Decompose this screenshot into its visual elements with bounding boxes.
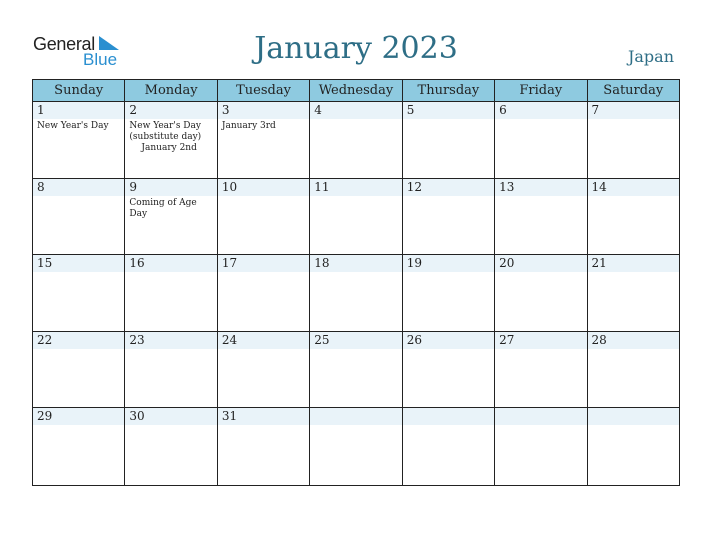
day-number-band xyxy=(588,102,679,119)
calendar-day-cell xyxy=(125,408,217,485)
day-number-band xyxy=(310,408,401,425)
holiday-list xyxy=(222,121,307,132)
holiday-list xyxy=(37,121,122,132)
day-number-band xyxy=(33,102,124,119)
weekday-header: Monday xyxy=(125,80,217,101)
calendar-day-cell xyxy=(125,102,217,178)
calendar-grid xyxy=(32,79,680,486)
day-number-band xyxy=(218,102,309,119)
calendar-day-cell xyxy=(33,332,125,408)
calendar-day-cell xyxy=(495,332,587,408)
day-number-band xyxy=(125,179,216,196)
calendar-day-cell xyxy=(310,255,402,331)
calendar-day-cell xyxy=(588,255,679,331)
day-number: 12 xyxy=(406,179,422,194)
calendar-day-cell xyxy=(218,102,310,178)
day-number: 14 xyxy=(591,179,607,194)
day-number: 6 xyxy=(499,103,507,117)
day-number-band xyxy=(310,102,401,119)
day-number: 19 xyxy=(406,256,422,271)
calendar-day-cell xyxy=(495,408,587,485)
holiday-label: (substitute day) xyxy=(129,132,202,142)
day-number: 8 xyxy=(37,179,45,194)
day-number-band xyxy=(495,408,586,425)
holiday-label: New Year's Day xyxy=(129,121,201,131)
day-number: 1 xyxy=(37,103,45,117)
day-number: 24 xyxy=(221,332,238,347)
weekday-header: Sunday xyxy=(33,80,125,101)
day-number: 13 xyxy=(499,179,515,194)
day-number: 20 xyxy=(499,256,515,271)
calendar-day-cell xyxy=(310,102,402,178)
calendar-day-cell xyxy=(588,102,679,178)
day-number: 22 xyxy=(37,332,53,347)
day-number: 26 xyxy=(406,332,422,347)
day-number-band xyxy=(125,102,216,119)
weekday-header: Friday xyxy=(495,80,587,101)
calendar-day-cell xyxy=(125,179,217,255)
day-number: 28 xyxy=(591,332,607,347)
day-number: 15 xyxy=(37,256,53,271)
day-number-band xyxy=(588,408,679,425)
calendar-day-cell xyxy=(495,255,587,331)
day-number: 23 xyxy=(129,332,145,347)
day-number: 3 xyxy=(221,103,230,117)
calendar-day-cell xyxy=(403,332,495,408)
calendar-week-row xyxy=(33,332,679,409)
calendar-day-cell xyxy=(403,179,495,255)
calendar-day-cell xyxy=(403,408,495,485)
calendar-day-cell xyxy=(403,102,495,178)
day-number: 11 xyxy=(314,179,330,194)
day-number: 29 xyxy=(37,409,53,424)
day-number: 10 xyxy=(221,179,238,194)
calendar-day-cell xyxy=(218,332,310,408)
day-number: 31 xyxy=(221,409,238,424)
calendar-day-cell xyxy=(125,255,217,331)
calendar-day-cell xyxy=(310,179,402,255)
calendar-weeks xyxy=(33,102,679,485)
day-number: 2 xyxy=(129,103,138,117)
weekday-header: Wednesday xyxy=(310,80,402,101)
day-number: 7 xyxy=(591,103,600,117)
calendar-day-cell xyxy=(33,255,125,331)
calendar-day-cell xyxy=(33,102,125,178)
calendar-day-cell xyxy=(310,332,402,408)
day-number: 5 xyxy=(406,103,415,117)
holiday-label: New Year's Day xyxy=(37,121,109,131)
day-number: 30 xyxy=(129,409,145,424)
day-number: 27 xyxy=(499,332,515,347)
weekday-header: Saturday xyxy=(603,83,664,98)
day-number-band xyxy=(403,408,494,425)
calendar-day-cell xyxy=(218,179,310,255)
calendar-day-cell xyxy=(495,102,587,178)
calendar-week-row xyxy=(33,179,679,256)
weekday-header-row xyxy=(33,80,679,102)
calendar-week-row xyxy=(33,102,679,179)
calendar-day-cell xyxy=(33,408,125,485)
holiday-label: January 3rd xyxy=(221,121,276,131)
day-number: 25 xyxy=(314,332,330,347)
day-number: 17 xyxy=(221,256,238,271)
calendar-day-cell xyxy=(495,179,587,255)
calendar-week-row xyxy=(33,255,679,332)
day-number-band xyxy=(33,179,124,196)
calendar-title: January 2023 xyxy=(254,31,458,66)
day-number: 16 xyxy=(129,256,145,271)
day-number: 9 xyxy=(129,179,138,194)
day-number: 4 xyxy=(314,103,322,117)
calendar-day-cell xyxy=(218,408,310,485)
calendar-day-cell xyxy=(33,179,125,255)
day-number-band xyxy=(495,102,586,119)
calendar-day-cell xyxy=(588,332,679,408)
logo-blue-text: Blue xyxy=(83,50,118,69)
day-number: 18 xyxy=(314,256,330,271)
calendar-day-cell xyxy=(588,408,679,485)
calendar-day-cell xyxy=(588,179,679,255)
holiday-list xyxy=(129,198,214,220)
logo-general-text: General xyxy=(33,34,95,54)
country-label: Japan xyxy=(627,47,674,66)
day-number: 21 xyxy=(591,256,607,271)
calendar-day-cell xyxy=(310,408,402,485)
calendar-day-cell xyxy=(218,255,310,331)
calendar-day-cell xyxy=(403,255,495,331)
calendar-week-row xyxy=(33,408,679,485)
calendar-day-cell xyxy=(125,332,217,408)
day-number-band xyxy=(403,102,494,119)
weekday-header: Tuesday xyxy=(218,80,310,101)
holiday-label: January 2nd xyxy=(141,143,197,153)
holiday-list xyxy=(129,121,214,154)
weekday-header: Thursday xyxy=(403,80,495,101)
holiday-label: Coming of Age Day xyxy=(129,197,197,219)
